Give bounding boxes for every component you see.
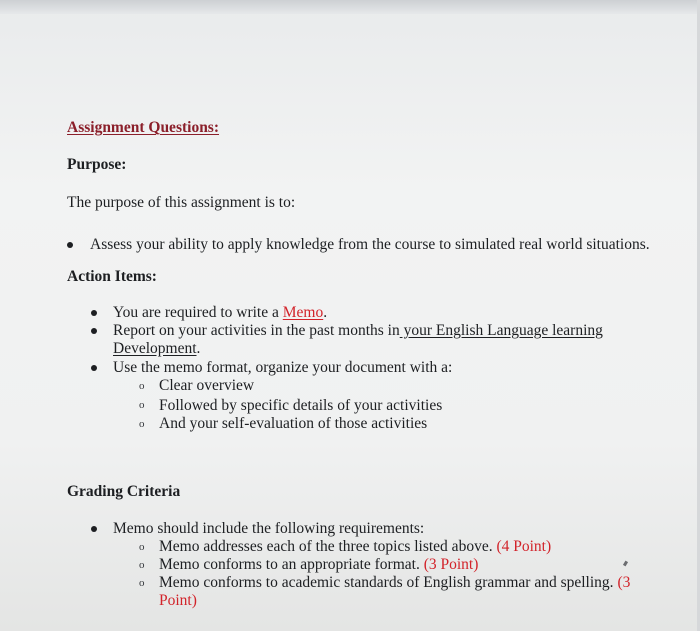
assignment-heading: Assignment Questions: xyxy=(67,119,220,136)
sub-item-overview: Clear overview xyxy=(159,377,255,394)
sub-bullet-icon: o xyxy=(139,380,145,392)
bullet-icon xyxy=(91,310,97,316)
bullet-icon xyxy=(67,242,73,248)
sub-item-details: Followed by specific details of your activities xyxy=(159,397,443,414)
action-item-report-continued xyxy=(113,340,200,358)
purpose-intro: The purpose of this assignment is to: xyxy=(67,194,296,211)
action-item-text: You are required to write a xyxy=(113,304,283,321)
purpose-label: Purpose: xyxy=(67,156,127,173)
bullet-icon xyxy=(91,526,97,532)
underlined-text: your English Language learning xyxy=(399,322,603,339)
underlined-text: Development xyxy=(113,340,197,357)
points-label-continued: Point) xyxy=(159,592,197,609)
action-item-text: Report on your activities in the past months in xyxy=(113,322,400,339)
sub-bullet-icon: o xyxy=(139,541,145,553)
sub-bullet-icon: o xyxy=(139,577,145,589)
action-item-period: . xyxy=(196,340,201,357)
sub-bullet-icon: o xyxy=(139,399,145,411)
sub-bullet-icon: o xyxy=(139,418,145,430)
action-item-period: . xyxy=(323,304,328,321)
sub-bullet-icon: o xyxy=(139,559,145,571)
action-items-label: Action Items: xyxy=(67,268,157,285)
points-label: (4 Point) xyxy=(496,538,552,555)
grading-sub-topics xyxy=(159,538,551,556)
grading-criteria-label: Grading Criteria xyxy=(67,483,181,500)
criterion-text: Memo addresses each of the three topics listed above. xyxy=(159,538,497,555)
action-item-report xyxy=(113,322,603,340)
sub-item-evaluation: And your self-evaluation of those activities xyxy=(159,415,428,432)
grading-sub-format xyxy=(159,556,478,574)
bullet-icon xyxy=(91,365,97,371)
criterion-text: Memo conforms to an appropriate format. xyxy=(159,556,424,573)
memo-link[interactable]: Memo xyxy=(282,304,324,321)
paper-speck xyxy=(623,561,628,567)
criterion-text: Memo conforms to academic standards of English grammar and spelling. xyxy=(159,574,618,591)
grading-item: Memo should include the following requirements: xyxy=(113,520,425,537)
points-label: (3 Point) xyxy=(423,556,479,573)
grading-sub-grammar xyxy=(159,574,630,592)
points-label: (3 xyxy=(617,574,631,591)
action-item-format: Use the memo format, organize your document with a: xyxy=(113,359,453,376)
action-item-memo xyxy=(113,304,327,322)
bullet-icon xyxy=(91,328,97,334)
purpose-bullet-text: Assess your ability to apply knowledge from the course to simulated real world situations. xyxy=(90,236,650,253)
